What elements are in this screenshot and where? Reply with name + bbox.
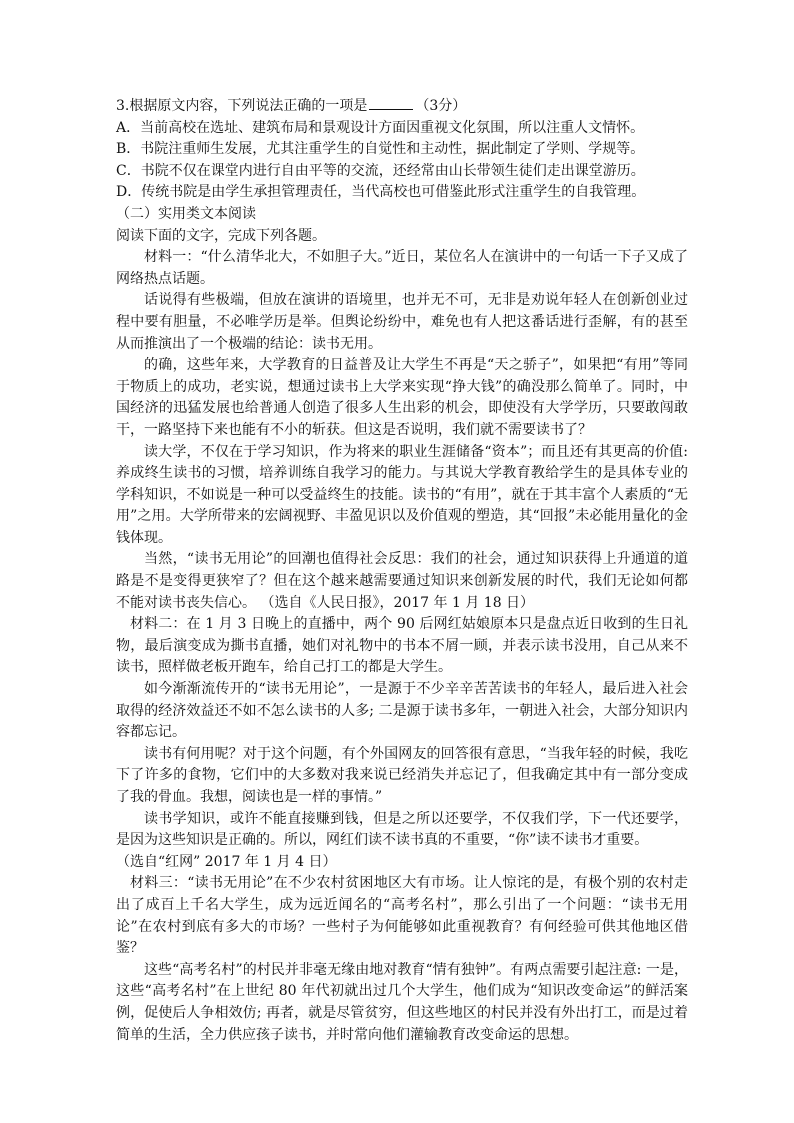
material1-paragraph-4: 读大学，不仅在于学习知识，作为将来的职业生涯储备“资本”；而且还有其更高的价值: 养成终生读书的习惯，培养训练自我学习的能力。与其说大学教育教给学生的是具体专业的学科知识，不如说是一种可以受益终生的技能。读书的“有用”，就在于其丰富个人素质的“无用”之用。大学所带来的宏阔视野、丰盈见识以及价值观的塑造，其“回报”未必能用量化的金钱体现。 — [116, 443, 688, 546]
material2-paragraph-2: 如今渐渐流传开的“读书无用论”，一是源于不少辛辛苦苦读书的年轻人，最后进入社会取得的经济效益还不如不怎么读书的人多; 二是源于读书多年，一朝进入社会，大部分知识内容都忘记。 — [116, 681, 688, 741]
material2-paragraph-4: 读书学知识，或许不能直接赚到钱，但是之所以还要学，不仅我们学，下一代还要学，是因为这些知识是正确的。所以，网红们读不读书真的不重要，“你”读不读书才重要。 — [116, 810, 688, 849]
option-d: D．传统书院是由学生承担管理责任，当代高校也可借鉴此形式注重学生的自我管理。 — [116, 184, 646, 201]
material1-paragraph-5-text: 当然，“读书无用论”的回潮也值得社会反思：我们的社会，通过知识获得上升通道的道路是不是变得更狭窄了？但在这个越来越需要通过知识来创新发展的时代，我们无论如何都不能对读书丧失信心。 — [116, 551, 688, 611]
answer-blank — [369, 97, 413, 110]
material1-source: （选自《人民日报》，2017 年 1 月 18 日） — [260, 594, 535, 611]
option-c: C．书院不仅在课堂内进行自由平等的交流，还经常由山长带领生徒们走出课堂游历。 — [116, 162, 645, 179]
question-stem — [116, 96, 688, 118]
material3-paragraph-2: 这些“高考名村”的村民并非毫无缘由地对教育“情有独钟”。有两点需要引起注意: 一是，这些“高考名村”在上世纪 80 年代初就出过几个大学生，他们成为“知识改变命运”的鲜活案例，促使后人争相效仿; 再者，就是尽管贫穷，但这些地区的村民并没有外出打工，而是过着简单的生活，全力供应孩子读书，并时常向他们灌输教育改变命运的思想。 — [116, 961, 688, 1043]
section-instruction: 阅读下面的文字，完成下列各题。 — [116, 227, 326, 244]
section-title: （二）实用类文本阅读 — [116, 205, 256, 222]
material1-paragraph-3: 的确，这些年来，大学教育的日益普及让大学生不再是“天之骄子”，如果把“有用”等同于物质上的成功，老实说，想通过读书上大学来实现“挣大钱”的确没那么简单了。同时，中国经济的迅猛发展也给普通人创造了很多人生出彩的机会，即使没有大学学历，只要敢闯敢干，一路坚持下来也能有不小的斩获。但这是否说明，我们就不需要读书了？ — [116, 357, 688, 438]
material2-source: （选自“红网” 2017 年 1 月 4 日） — [116, 853, 337, 870]
material3-paragraph-1: 材料三：“读书无用论”在不少农村贫困地区大有市场。让人惊诧的是，有极个别的农村走出了成百上千名大学生，成为远近闻名的“高考名村”，那么引出了一个问题：“读书无用论”在农村到底有多大的市场？一些村子为何能够如此重视教育？有何经验可供其他地区借鉴？ — [116, 875, 688, 957]
material2-paragraph-1: 材料二：在 1 月 3 日晚上的直播中，两个 90 后网红姑娘原本只是盘点近日收到的生日礼物，最后演变成为撕书直播，她们对礼物中的书本不屑一顾，并表示读书没用，自己从来不读书，照样做老板开跑车，给自己打工的都是大学生。 — [116, 616, 688, 676]
question-score: （3分） — [415, 98, 467, 114]
option-a: A．当前高校在选址、建筑布局和景观设计方面因重视文化氛围，所以注重人文情怀。 — [116, 119, 645, 136]
option-b: B．书院注重师生发展，尤其注重学生的自觉性和主动性，据此制定了学则、学规等。 — [116, 141, 645, 158]
material2-paragraph-3: 读书有何用呢？对于这个问题，有个外国网友的回答很有意思，“当我年轻的时候，我吃下了许多的食物，它们中的大多数对我来说已经消失并忘记了，但我确定其中有一部分变成了我的骨血。我想，阅读也是一样的事情。” — [116, 745, 688, 805]
question-stem-text: 3.根据原文内容，下列说法正确的一项是 — [116, 98, 368, 114]
material1-paragraph-5 — [116, 549, 688, 614]
material1-paragraph-1: 材料一：“什么清华北大，不如胆子大。”近日，某位名人在演讲中的一句话一下子又成了网络热点话题。 — [116, 249, 688, 287]
material1-paragraph-2: 话说得有些极端，但放在演讲的语境里，也并无不可，无非是劝说年轻人在创新创业过程中要有胆量，不必唯学历是举。但舆论纷纷中，难免也有人把这番话进行歪解，有的甚至从而推演出了一个极端的结论：读书无用。 — [116, 292, 688, 352]
document-page — [116, 96, 688, 1046]
